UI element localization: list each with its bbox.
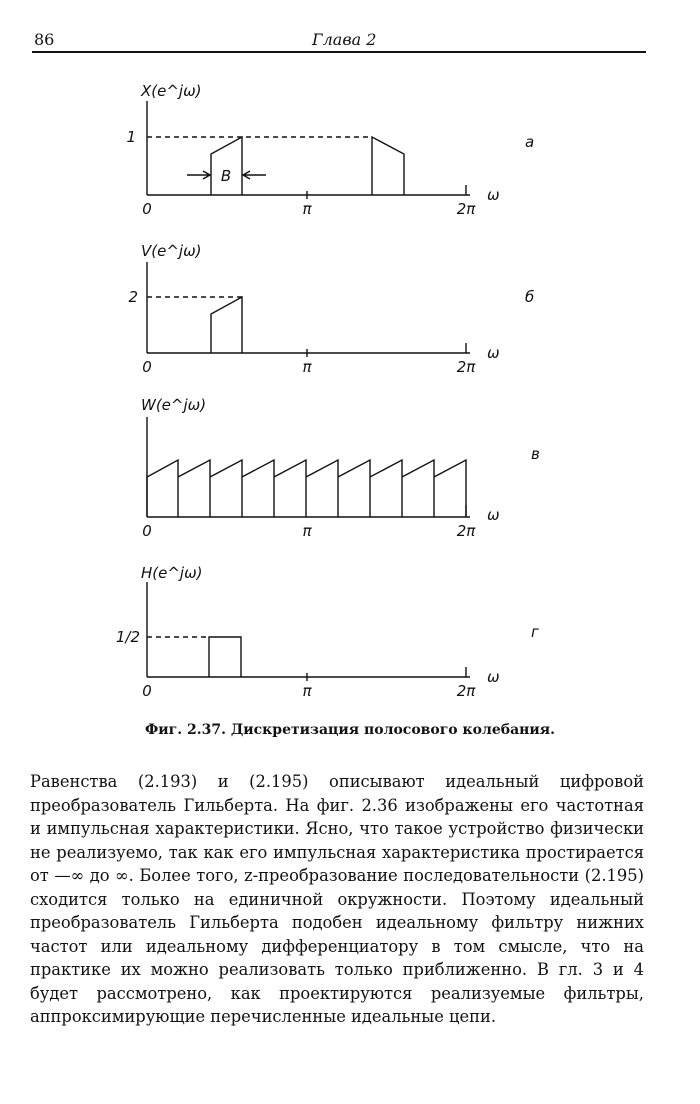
panel-a-ylabel: X(e^jω) <box>141 82 202 100</box>
panel-g-tick-2pi: 2π <box>456 682 476 700</box>
panel-g-spectrum <box>209 637 241 677</box>
panel-b-tick-pi: π <box>302 358 312 376</box>
panel-v-spectrum <box>147 460 466 517</box>
panel-v-tick-2pi: 2π <box>456 522 476 540</box>
panel-a-letter: а <box>525 133 535 151</box>
panel-v-omega: ω <box>487 506 500 524</box>
panel-b-omega: ω <box>487 344 500 362</box>
panel-v-letter: в <box>531 445 540 463</box>
panel-v-tick-pi: π <box>302 522 312 540</box>
panel-g-letter: г <box>531 623 539 641</box>
panel-a-tick-0: 0 <box>142 200 152 218</box>
panel-a-axes <box>147 101 470 199</box>
panel-g-ylabel: H(e^jω) <box>141 564 203 582</box>
panel-g-tick-pi: π <box>302 682 312 700</box>
figure-caption: Фиг. 2.37. Дискретизация полосового колебания. <box>144 722 555 738</box>
body-paragraph: Равенства (2.193) и (2.195) описывают идеальный цифровой преобразователь Гильберта. На фиг. 2.36 изображены его частотная и импульсная характеристики. Ясно, что такое устройство физически не реализуемо, так как его импульсная характеристика простирается от —∞ до ∞. Более того, z-преобразование последовательности (2.195) сходится только на единичной окружности. Поэтому идеальный преобразователь Гильберта подобен идеальному фильтру нижних частот или идеальному дифференциатору в том смысле, что на практике их можно реализовать только приближенно. В гл. 3 и 4 будет рассмотрено, как проектируются реализуемые фильтры, аппроксимирующие перечисленные идеальные цепи. <box>30 772 644 1026</box>
running-head: Глава 2 <box>312 30 377 49</box>
panel-b-level-label: 2 <box>128 288 138 306</box>
panel-a-band-label: B <box>220 167 232 185</box>
panel-b-spectrum <box>211 297 242 353</box>
panel-a-tick-2pi: 2π <box>456 200 476 218</box>
panel-v-ylabel: W(e^jω) <box>141 396 207 414</box>
panel-a-tick-pi: π <box>302 200 312 218</box>
panel-g-axes <box>147 582 470 681</box>
panel-b-axes <box>147 262 470 357</box>
panel-g-omega: ω <box>487 668 500 686</box>
panel-a-level-label: 1 <box>126 128 136 146</box>
panel-b-tick-0: 0 <box>142 358 152 376</box>
panel-g-level-label: 1/2 <box>115 628 140 646</box>
page-number: 86 <box>34 30 55 49</box>
figure-2-37 <box>0 60 700 710</box>
header-rule <box>32 51 646 53</box>
panel-a-spectrum <box>211 137 404 195</box>
panel-a-omega: ω <box>487 186 500 204</box>
panel-v-tick-0: 0 <box>142 522 152 540</box>
panel-b-letter: б <box>525 288 535 306</box>
panel-g-tick-0: 0 <box>142 682 152 700</box>
panel-b-tick-2pi: 2π <box>456 358 476 376</box>
panel-b-ylabel: V(e^jω) <box>141 242 202 260</box>
